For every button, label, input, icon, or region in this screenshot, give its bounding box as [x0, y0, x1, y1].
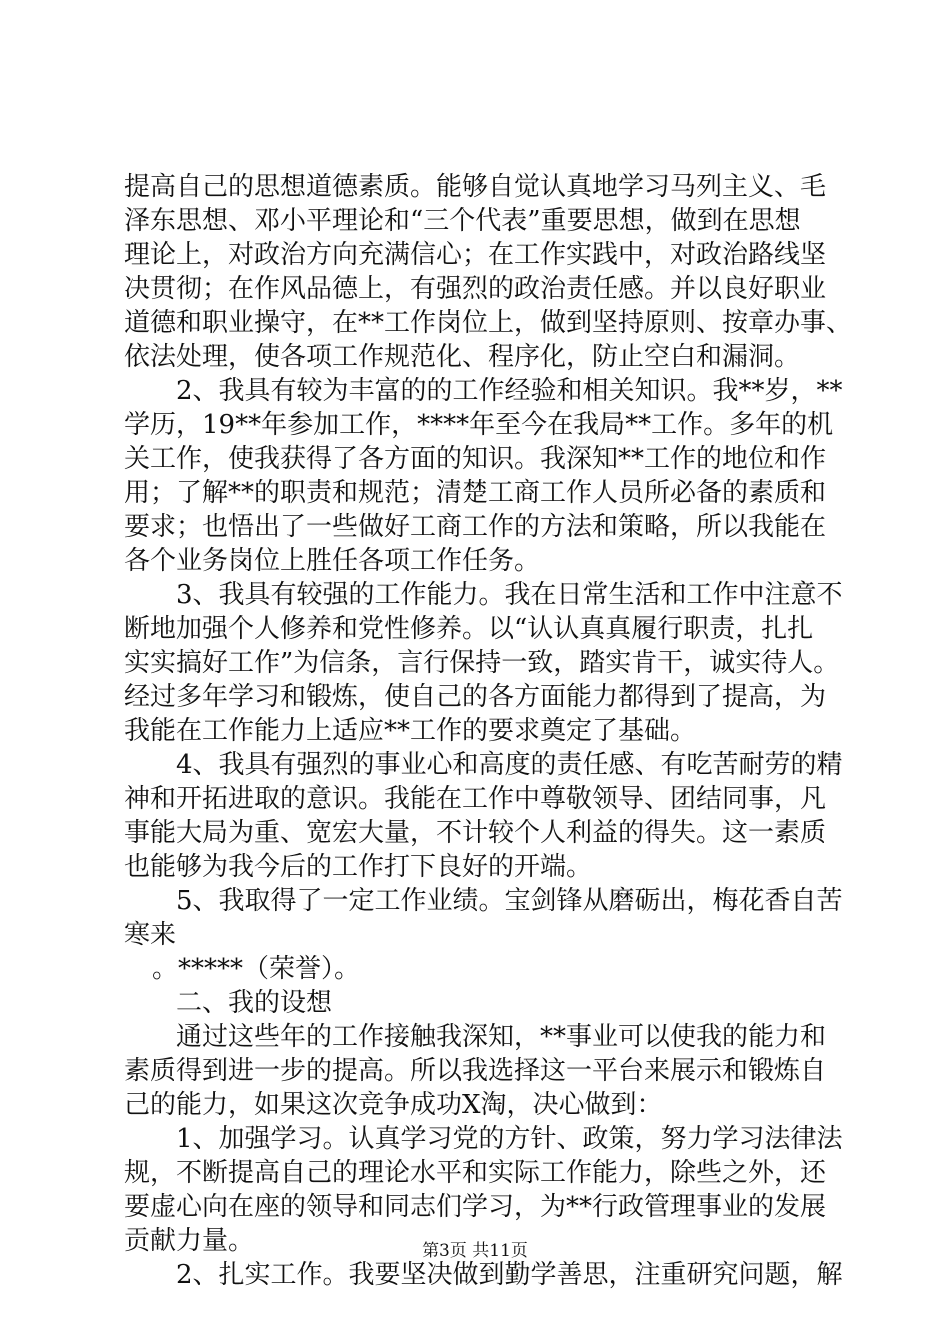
text-line: 经过多年学习和锻炼，使自己的各方面能力都得到了提高，为	[124, 682, 827, 712]
paragraph-start-line: 通过这些年的工作接触我深知，**事业可以使我的能力和	[176, 1022, 827, 1052]
text-line: 决贯彻；在作风品德上，有强烈的政治责任感。并以良好职业	[124, 274, 827, 304]
text-line: 关工作，使我获得了各方面的知识。我深知**工作的地位和作	[124, 444, 827, 474]
text-line: 己的能力，如果这次竞争成功X淘，决心做到：	[124, 1090, 663, 1120]
paragraph-start-line: 4、我具有强烈的事业心和高度的责任感、有吃苦耐劳的精	[176, 750, 843, 780]
page-number-footer: 第3页 共11页	[422, 1241, 528, 1261]
text-line: 要虚心向在座的领导和同志们学习，为**行政管理事业的发展	[124, 1192, 827, 1222]
text-line: 实实搞好工作”为信条，言行保持一致，踏实肯干，诚实待人。	[124, 648, 840, 678]
paragraph-start-line: 1、加强学习。认真学习党的方针、政策，努力学习法律法	[176, 1124, 843, 1154]
paragraph-start-line: 2、扎实工作。我要坚决做到勤学善思，注重研究问题，解	[176, 1260, 843, 1290]
text-line: 要求；也悟出了一些做好工商工作的方法和策略，所以我能在	[124, 512, 827, 542]
text-line: 素质得到进一步的提高。所以我选择这一平台来展示和锻炼自	[124, 1056, 827, 1086]
section-heading: 二、我的设想	[176, 988, 333, 1018]
text-line: 也能够为我今后的工作打下良好的开端。	[124, 852, 593, 882]
text-line: 各个业务岗位上胜任各项工作任务。	[124, 546, 541, 576]
text-line: 。*****（荣誉）。	[152, 954, 361, 984]
text-line: 断地加强个人修养和党性修养。以“认认真真履行职责，扎扎	[124, 614, 814, 644]
text-line: 理论上，对政治方向充满信心；在工作实践中，对政治路线坚	[124, 240, 827, 270]
text-line: 学历，19**年参加工作，****年至今在我局**工作。多年的机	[124, 410, 834, 440]
text-line: 贡献力量。	[124, 1226, 255, 1256]
text-line: 依法处理，使各项工作规范化、程序化，防止空白和漏洞。	[124, 342, 801, 372]
text-line: 道德和职业操守，在**工作岗位上，做到坚持原则、按章办事、	[124, 308, 853, 338]
text-line: 提高自己的思想道德素质。能够自觉认真地学习马列主义、毛	[124, 172, 827, 202]
paragraph-start-line: 3、我具有较强的工作能力。我在日常生活和工作中注意不	[176, 580, 843, 610]
paragraph-start-line: 5、我取得了一定工作业绩。宝剑锋从磨砺出，梅花香自苦	[176, 886, 843, 916]
text-line: 事能大局为重、宽宏大量，不计较个人利益的得失。这一素质	[124, 818, 827, 848]
text-line: 规，不断提高自己的理论水平和实际工作能力，除些之外，还	[124, 1158, 827, 1188]
paragraph-start-line: 2、我具有较为丰富的的工作经验和相关知识。我**岁，**	[176, 376, 843, 406]
text-line: 寒来	[124, 920, 177, 950]
text-line: 用；了解**的职责和规范；清楚工商工作人员所必备的素质和	[124, 478, 827, 508]
text-line: 神和开拓进取的意识。我能在工作中尊敬领导、团结同事，凡	[124, 784, 827, 814]
text-line: 我能在工作能力上适应**工作的要求奠定了基础。	[124, 716, 697, 746]
document-body	[124, 170, 853, 1292]
text-line: 泽东思想、邓小平理论和“三个代表”重要思想，做到在思想	[124, 206, 801, 236]
